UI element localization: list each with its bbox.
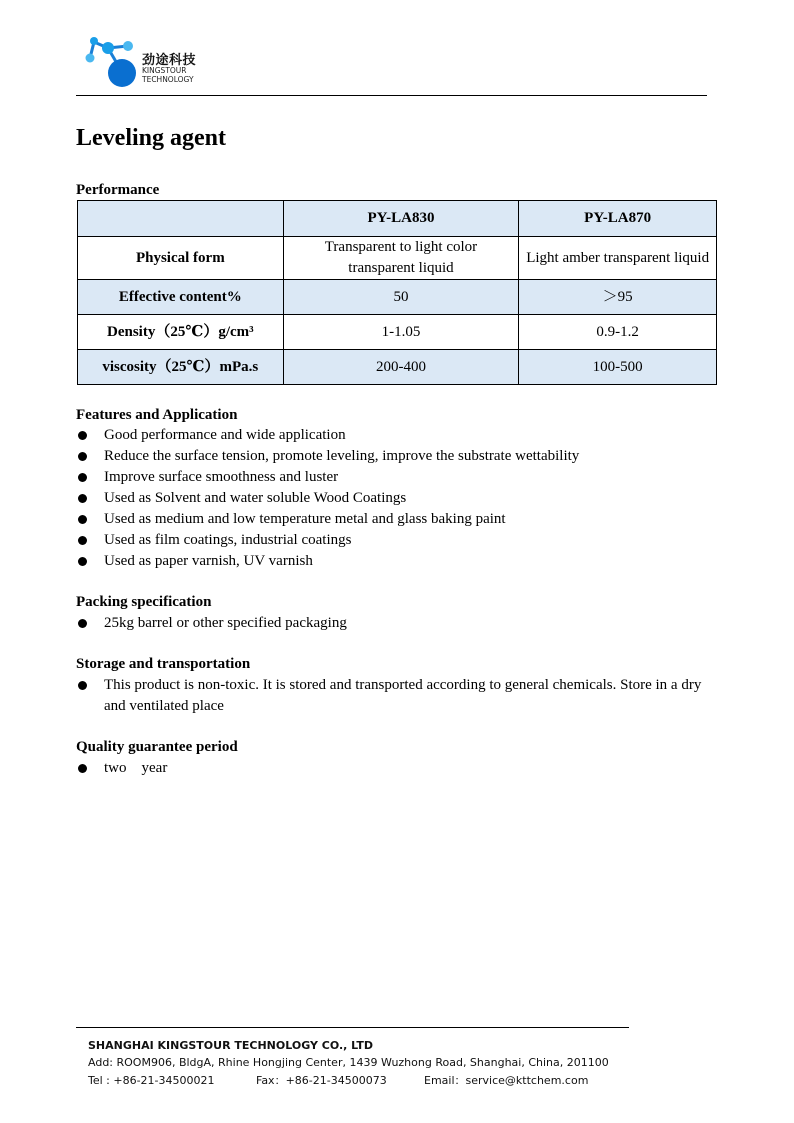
bullet-icon [78,557,87,566]
bullet-icon [78,619,87,628]
logo-english-line-1: KINGSTOUR [142,66,187,75]
bullet-icon [78,473,87,482]
storage-heading: Storage and transportation [76,656,251,672]
table-row [78,350,717,385]
logo-english-name [142,67,194,84]
company-logo [80,32,220,92]
logo-chinese-name: 劲途科技 [142,53,197,68]
list-item-text: Used as medium and low temperature metal and glass baking paint [104,511,506,527]
logo-molecule-icon [80,32,142,92]
page-title: Leveling agent [76,125,226,151]
list-item [76,446,726,467]
table-cell: 100-500 [519,350,717,385]
table-row [78,315,717,350]
table-cell: 50 [283,280,519,315]
footer-fax: Fax：+86-21-34500073 [256,1074,387,1087]
features-list [76,425,726,572]
list-item-text: 25kg barrel or other specified packaging [104,615,347,631]
table-cell: 1-1.05 [283,315,519,350]
list-item-text: Improve surface smoothness and luster [104,469,339,485]
list-item-text: Used as film coatings, industrial coatings [104,532,352,548]
table-row [78,280,717,315]
bullet-icon [78,764,87,773]
row-label: Effective content% [78,280,284,315]
table-cell: Transparent to light color transparent liquid [283,237,519,280]
bullet-icon [78,452,87,461]
quality-heading: Quality guarantee period [76,739,238,755]
bullet-icon [78,494,87,503]
performance-table [77,200,717,385]
list-item [76,613,726,634]
bullet-icon [78,515,87,524]
list-item [76,467,726,488]
list-item-text: two year [104,760,168,776]
quality-list [76,758,726,779]
logo-english-line-2: TECHNOLOGY [142,74,194,84]
list-item [76,425,726,446]
table-cell: 200-400 [283,350,519,385]
bullet-icon [78,536,87,545]
list-item [76,551,726,572]
table-header-cell [78,201,284,237]
footer-email: Email：service@kttchem.com [424,1074,589,1087]
table-cell: 0.9-1.2 [519,315,717,350]
table-header-row [78,201,717,237]
features-heading: Features and Application [76,407,238,423]
list-item [76,530,726,551]
list-item [76,509,726,530]
packing-heading: Packing specification [76,594,212,610]
header-divider [76,95,707,96]
footer-tel: Tel : +86-21-34500021 [88,1074,215,1087]
list-item-text: Reduce the surface tension, promote leveling, improve the substrate wettability [104,448,580,464]
footer-divider [76,1027,629,1028]
table-header-cell: PY-LA830 [283,201,519,237]
table-header-cell: PY-LA870 [519,201,717,237]
bullet-icon [78,431,87,440]
list-item-text: Good performance and wide application [104,427,346,443]
list-item [76,488,726,509]
footer-company: SHANGHAI KINGSTOUR TECHNOLOGY CO., LTD [88,1039,373,1052]
footer-address: Add: ROOM906, BldgA, Rhine Hongjing Center, 1439 Wuzhong Road, Shanghai, China, 201100 [88,1056,609,1069]
packing-list [76,613,726,634]
table-cell: Light amber transparent liquid [519,237,717,280]
list-item-text: Used as paper varnish, UV varnish [104,553,313,569]
list-item [76,758,726,779]
storage-list [76,675,726,717]
bullet-icon [78,681,87,690]
list-item-text: This product is non-toxic. It is stored and transported according to general chemicals. Store in a dry and ventilated place [104,677,702,714]
row-label: Physical form [78,237,284,280]
row-label: Density（25℃）g/cm³ [78,315,284,350]
performance-heading: Performance [76,182,160,198]
list-item [76,675,726,717]
table-row [78,237,717,280]
list-item-text: Used as Solvent and water soluble Wood Coatings [104,490,407,506]
table-cell: ＞95 [519,280,717,315]
row-label: viscosity（25℃）mPa.s [78,350,284,385]
